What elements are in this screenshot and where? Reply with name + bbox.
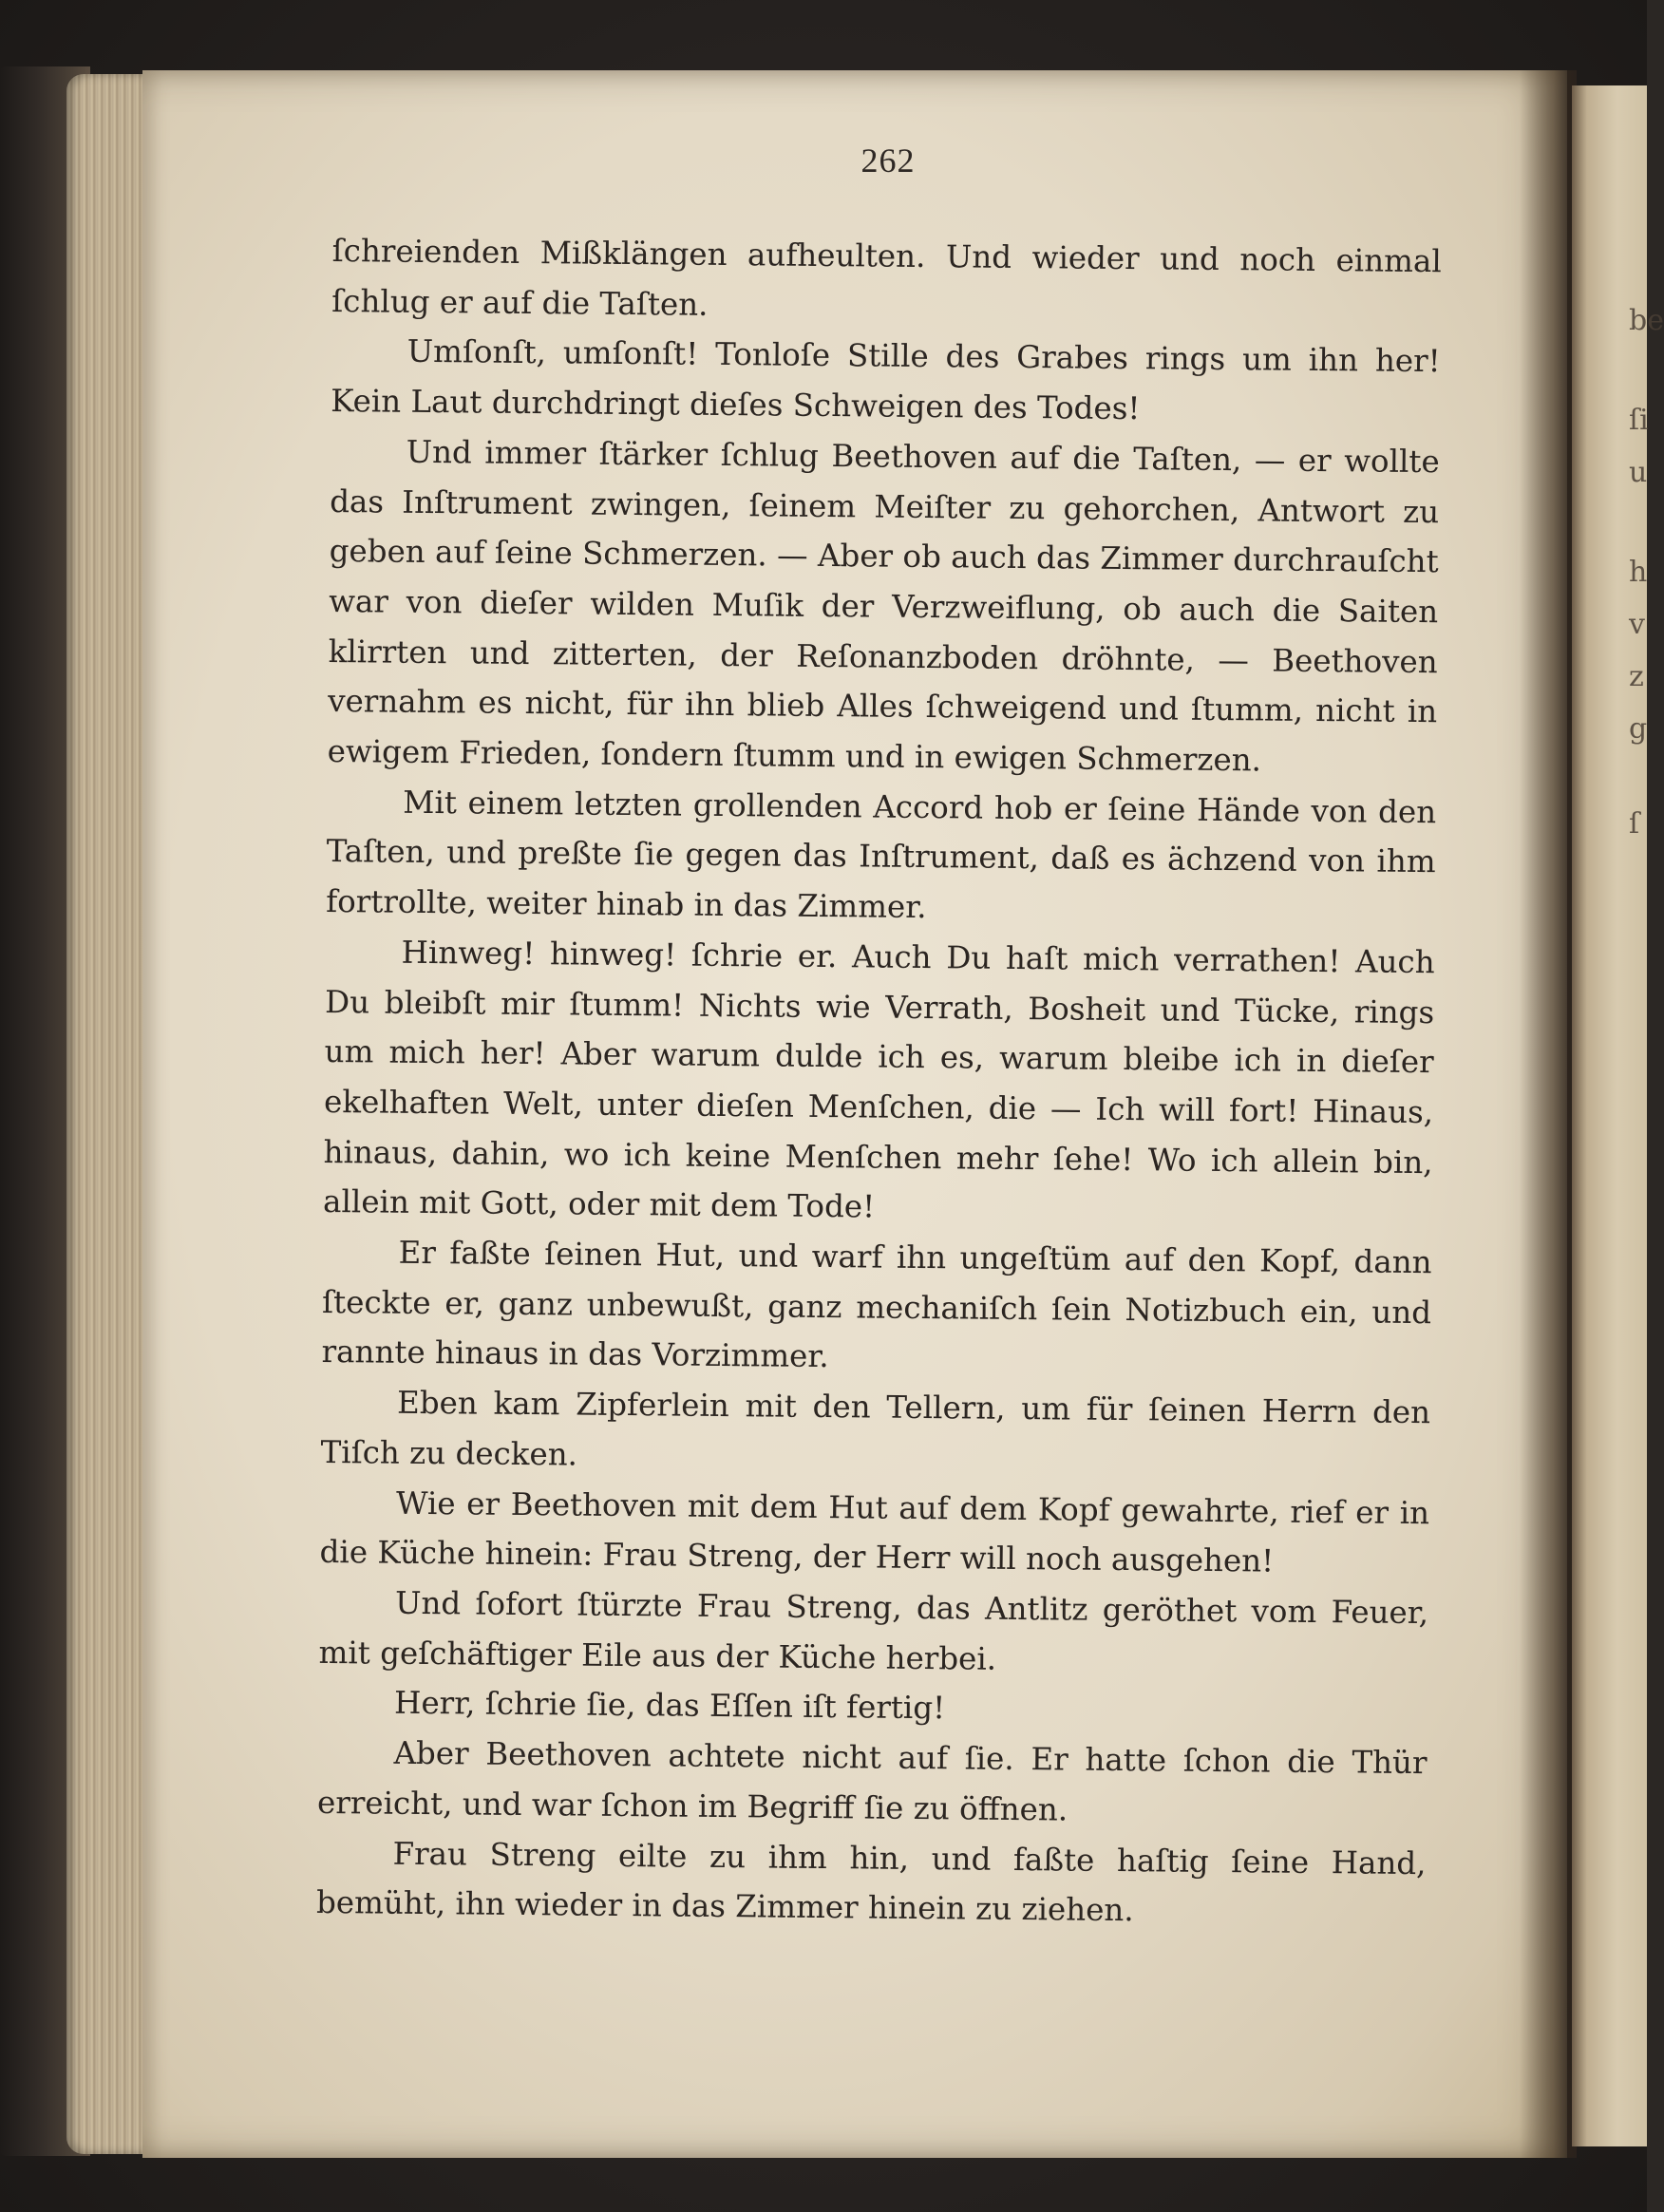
facing-page-fragment: h	[1629, 556, 1648, 589]
paragraph: Umſonſt, umſonſt! Tonloſe Stille des Grabes rings um ihn her! Kein Laut durchdringt dieſes Schweigen des Todes!	[331, 333, 1441, 427]
facing-page-fragment: ſ	[1629, 807, 1640, 841]
paragraph: Er faßte ſeinen Hut, und warf ihn ungeſtüm auf den Kopf, dann ſteckte er, ganz unbewußt, ganz mechaniſch ſein Notizbuch ein, und rannte hinaus in das Vorzimmer.	[321, 1234, 1432, 1375]
paragraph: Hinweg! hinweg! ſchrie er. Auch Du haſt mich verrathen! Auch Du bleibſt mir ſtumm! Nichts wie Verrath, Bosheit und Tücke, rings um mich her! Aber warum dulde ich es, warum bleibe ich in dieſer ekelhaften Welt, unter dieſen Menſchen, die — Ich will fort! Hinaus, hinaus, dahin, wo ich keine Menſchen mehr ſehe! Wo ich allein bin, allein mit Gott, oder mit dem Tode!	[322, 934, 1435, 1225]
book-gutter-shadow	[1520, 70, 1577, 2158]
paragraph: Aber Beethoven achtete nicht auf ſie. Er hatte ſchon die Thür erreicht, und war ſchon im Begriff ſie zu öffnen.	[316, 1734, 1428, 1828]
facing-page-fragment: u	[1629, 456, 1648, 489]
facing-page-fragment: be	[1629, 304, 1664, 337]
page-text	[316, 226, 1442, 1938]
page-number: 262	[860, 142, 916, 180]
facing-page-edge	[1572, 85, 1647, 2146]
paragraph: Herr, ſchrie ſie, das Eſſen iſt fertig!	[393, 1685, 946, 1727]
paragraph: Mit einem letzten grollenden Accord hob er ſeine Hände von den Taſten, und preßte ſie gegen das Inſtrument, daß es ächzend von ihm fortrollte, weiter hinab in das Zimmer.	[325, 784, 1437, 926]
paragraph: Und ſofort ſtürzte Frau Streng, das Antlitz geröthet vom Feuer, mit geſchäftiger Eile aus der Küche herbei.	[318, 1584, 1429, 1677]
paragraph: Eben kam Zipferlein mit den Tellern, um für ſeinen Herrn den Tiſch zu decken.	[320, 1384, 1431, 1473]
facing-page-fragment: g	[1629, 712, 1648, 746]
facing-page-fragment: ſi	[1629, 404, 1649, 437]
paragraph: Und immer ſtärker ſchlug Beethoven auf die Taſten, — er wollte das Inſtrument zwingen, ſeinem Meiſter zu gehorchen, Antwort zu geben auf ſeine Schmerzen. — Aber ob auch das Zimmer durchrauſcht war von dieſer wilden Muſik der Verzweiflung, ob auch die Saiten klirrten und zitterten, der Reſonanzboden dröhnte, — Beethoven vernahm es nicht, für ihn blieb Alles ſchweigend und ſtumm, nicht in ewigem Frieden, ſondern ſtumm und in ewigen Schmerzen.	[327, 433, 1440, 779]
facing-page-fragment: v	[1629, 608, 1645, 641]
facing-page-fragment: z	[1629, 660, 1644, 693]
paragraph: ſchreienden Mißklängen aufheulten. Und wieder und noch einmal ſchlug er auf die Taſten.	[331, 232, 1442, 323]
paragraph: Wie er Beethoven mit dem Hut auf dem Kopf gewahrte, rief er in die Küche hinein: Frau Streng, der Herr will noch ausgehen!	[319, 1484, 1430, 1579]
paragraph: Frau Streng eilte zu ihm hin, und faßte haſtig ſeine Hand, bemüht, ihn wieder in das Zimmer hinein zu ziehen.	[315, 1835, 1427, 1929]
